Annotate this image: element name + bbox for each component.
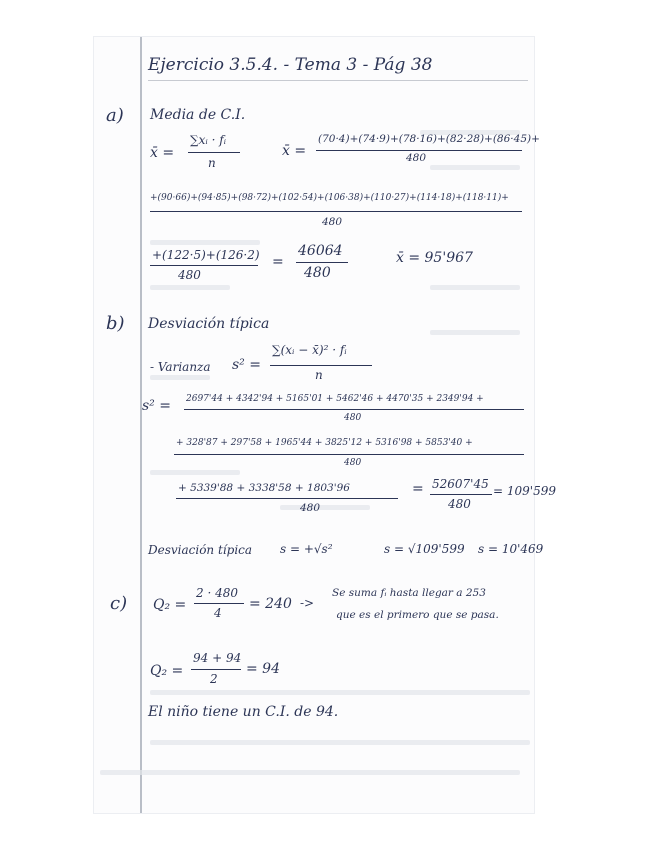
margin-line <box>140 37 142 813</box>
s2-result: = 109'599 <box>493 484 556 498</box>
mean-result: x̄ = 95'967 <box>396 250 473 266</box>
s2-total-numerator: 52607'45 <box>432 477 489 491</box>
s2-total-fraction-bar <box>430 494 492 495</box>
mean-total-numerator: 46064 <box>298 243 343 259</box>
s2-line2: + 328'87 + 297'58 + 1965'44 + 3825'12 + 5316'98 + 5853'40 + <box>176 438 473 448</box>
mean-line3-denominator: 480 <box>178 268 201 282</box>
q2-denominator: 2 <box>210 672 218 686</box>
arrow-icon: -> <box>300 596 315 610</box>
page-title: Ejercicio 3.5.4. - Tema 3 - Pág 38 <box>148 55 433 75</box>
s2-line1: 2697'44 + 4342'94 + 5165'01 + 5462'46 + 4470'35 + 2349'94 + <box>186 394 484 404</box>
varianza-lhs: s² = <box>232 357 261 373</box>
mean-formula-denominator: n <box>208 156 216 170</box>
mean-line3-numerator: +(122·5)+(126·2) <box>152 248 260 262</box>
mean-formula-fraction-bar <box>188 152 240 153</box>
s2-equals: = <box>412 481 424 497</box>
q2-numerator: 94 + 94 <box>193 651 242 665</box>
varianza-label: - Varianza <box>150 360 211 374</box>
quartile-result: = 240 <box>249 596 292 612</box>
mean-line2-numerator: +(90·66)+(94·85)+(98·72)+(102·54)+(106·38)+(110·27)+(114·18)+(118·11)+ <box>150 193 509 203</box>
s2-total-denominator: 480 <box>448 497 471 511</box>
q2-lhs: Q₂ = <box>150 663 184 679</box>
s2-line3: + 5339'88 + 3338'58 + 1803'96 <box>178 482 350 494</box>
s2-line3-denominator: 480 <box>300 502 321 514</box>
varianza-denominator: n <box>315 368 323 382</box>
s2-line2-denominator: 480 <box>344 458 362 468</box>
s2-line3-fraction-bar <box>176 498 398 499</box>
varianza-numerator: ∑(xᵢ − x̄)² · fᵢ <box>272 343 347 357</box>
mean-line2-denominator: 480 <box>322 216 343 228</box>
mean-total-fraction-bar <box>296 262 348 263</box>
part-a-heading: Media de C.I. <box>150 107 246 123</box>
title-underline <box>148 80 528 81</box>
mean-calc-denominator: 480 <box>406 152 427 164</box>
mean-formula-lhs: x̄ = <box>150 145 175 161</box>
mean-line2-fraction-bar <box>150 211 522 212</box>
part-c-label: c) <box>110 593 128 614</box>
mean-formula-numerator: ∑xᵢ · fᵢ <box>190 133 227 147</box>
desv-substitution: s = √109'599 <box>384 542 465 556</box>
s2-line1-denominator: 480 <box>344 413 362 423</box>
part-b-heading: Desviación típica <box>148 316 270 332</box>
mean-calc-numerator: (70·4)+(74·9)+(78·16)+(82·28)+(86·45)+ <box>318 133 540 145</box>
mean-line3-fraction-bar <box>150 265 258 266</box>
desv-formula: s = +√s² <box>280 542 333 556</box>
quartile-denominator: 4 <box>214 606 222 620</box>
q2-fraction-bar <box>191 669 241 670</box>
quartile-fraction-bar <box>194 603 244 604</box>
mean-total-denominator: 480 <box>304 265 331 281</box>
quartile-numerator: 2 · 480 <box>196 586 238 600</box>
part-b-label: b) <box>106 313 125 334</box>
s2-line1-fraction-bar <box>184 409 524 410</box>
mean-equals: = <box>272 254 284 270</box>
quartile-note-line1: Se suma fᵢ hasta llegar a 253 <box>332 587 486 599</box>
s2-line2-fraction-bar <box>174 454 524 455</box>
quartile-note-line2: que es el primero que se pasa. <box>336 609 499 621</box>
s2-lhs: s² = <box>142 398 171 414</box>
desv-result: s = 10'469 <box>478 542 544 556</box>
mean-calc-lhs: x̄ = <box>282 143 307 159</box>
q2-result: = 94 <box>246 661 280 677</box>
desv-label: Desviación típica <box>148 543 253 557</box>
quartile-lhs: Q₂ = <box>153 597 187 613</box>
part-a-label: a) <box>106 105 124 126</box>
conclusion: El niño tiene un C.I. de 94. <box>148 704 339 720</box>
varianza-fraction-bar <box>270 365 372 366</box>
